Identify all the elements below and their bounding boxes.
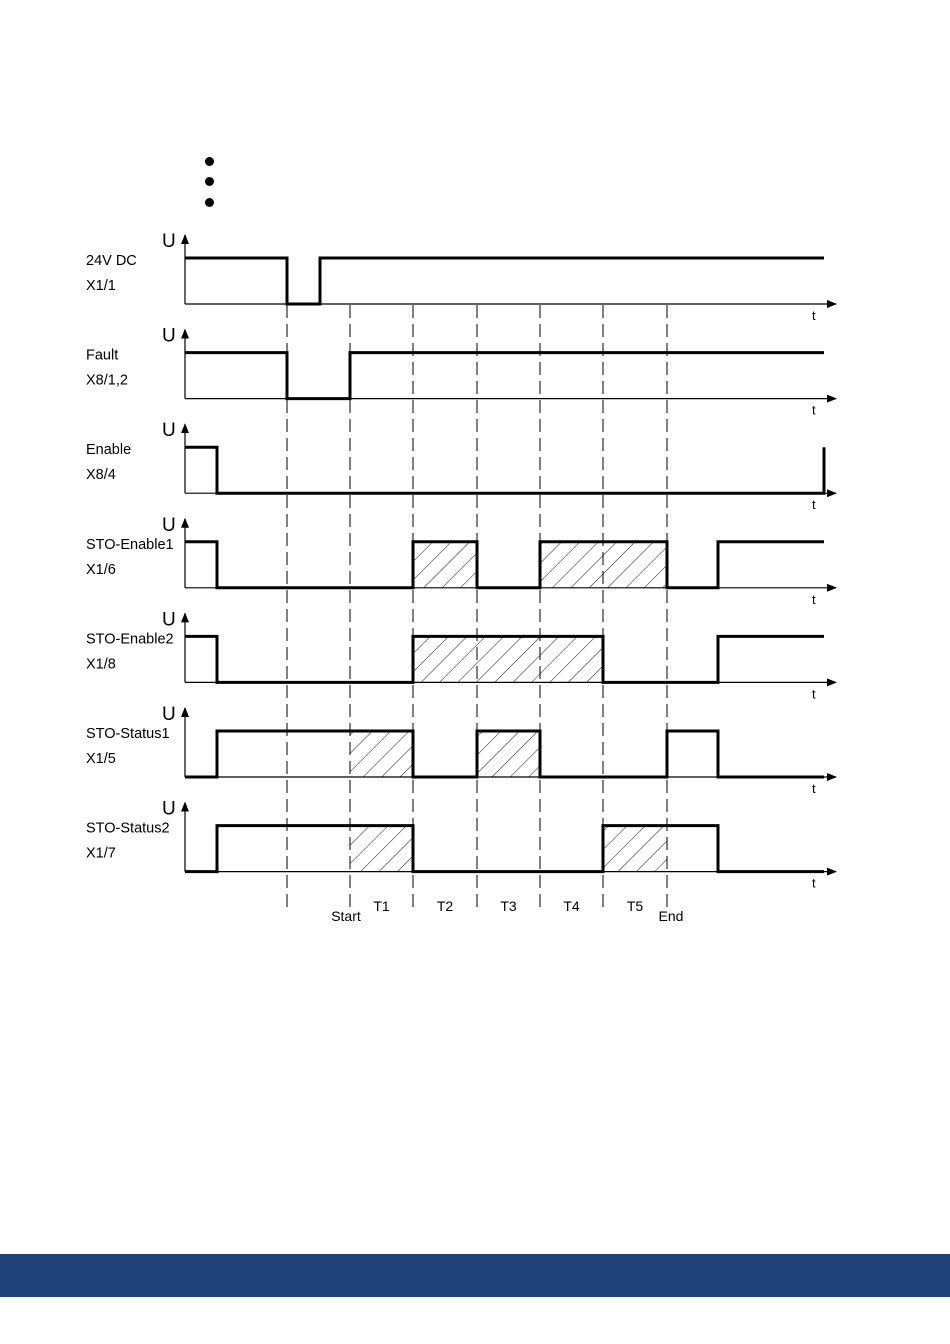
- phase-label-t1: T1: [373, 898, 390, 914]
- signal-name-sto-enable2: STO-Enable2: [86, 631, 174, 648]
- hatch-sto-enable2-1: [413, 636, 603, 682]
- signal-pin-24v: X1/1: [86, 278, 116, 294]
- phase-label-t3: T3: [500, 898, 517, 914]
- voltage-axis-label: U: [162, 514, 176, 536]
- time-axis-label: t: [812, 781, 816, 796]
- hatch-sto-status1-1: [350, 731, 413, 777]
- signal-row-fault: [86, 326, 836, 418]
- signal-row-sto-status1: [86, 704, 836, 796]
- voltage-axis-label: U: [162, 798, 176, 820]
- waveform-fault: [185, 353, 824, 399]
- phase-label-t5: T5: [626, 898, 644, 914]
- waveform-sto-status2: [185, 826, 824, 872]
- signal-row-sto-enable2: [86, 609, 836, 701]
- voltage-axis-label: U: [162, 420, 176, 442]
- footer-bar: [0, 1254, 950, 1297]
- time-axis-label: t: [812, 308, 816, 323]
- phase-labels: [331, 898, 683, 924]
- voltage-axis-label: U: [162, 609, 176, 631]
- signal-name-sto-status2: STO-Status2: [86, 820, 170, 837]
- time-axis-label: t: [812, 875, 816, 891]
- signal-pin-sto-enable1: X1/6: [86, 561, 116, 578]
- signal-row-24v: [86, 231, 836, 323]
- waveform-enable: [185, 447, 824, 493]
- signal-pin-enable: X8/4: [86, 467, 116, 484]
- signal-pin-sto-enable2: X1/8: [86, 656, 116, 673]
- voltage-axis-label: U: [162, 325, 176, 347]
- voltage-axis-label: U: [162, 704, 176, 725]
- hatch-sto-status2-2: [603, 826, 667, 872]
- time-axis-label: t: [812, 497, 816, 513]
- hatch-sto-status1-2: [477, 731, 540, 777]
- event-dashed-lines: [287, 305, 667, 912]
- hatch-sto-enable1-1: [413, 542, 477, 588]
- signal-row-sto-enable1: [86, 515, 836, 607]
- voltage-axis-label: U: [162, 231, 176, 252]
- signal-name-fault: Fault: [86, 347, 119, 364]
- phase-label-t2: T2: [436, 898, 454, 914]
- signal-name-enable: Enable: [86, 442, 132, 459]
- signal-pin-fault: X8/1,2: [86, 372, 128, 389]
- hatch-sto-status2-1: [350, 826, 413, 872]
- waveform-sto-enable1: [185, 542, 824, 588]
- hatch-sto-enable1-2: [540, 542, 667, 588]
- time-axis-label: t: [812, 686, 816, 702]
- signal-pin-sto-status2: X1/7: [86, 845, 116, 862]
- marker-label-start: Start: [331, 908, 361, 924]
- signal-row-sto-status2: [86, 799, 836, 891]
- signal-name-sto-status1: STO-Status1: [86, 726, 170, 742]
- signal-pin-sto-status1: X1/5: [86, 751, 116, 767]
- signal-name-24v: 24V DC: [86, 253, 137, 269]
- time-axis-label: t: [812, 591, 816, 607]
- signal-rows: [86, 231, 836, 891]
- marker-label-end: End: [658, 908, 684, 924]
- phase-label-t4: T4: [563, 898, 580, 914]
- time-axis-label: t: [812, 402, 816, 418]
- signal-name-sto-enable1: STO-Enable1: [86, 536, 174, 553]
- waveform-24v: [185, 258, 824, 304]
- signal-row-enable: [86, 420, 836, 512]
